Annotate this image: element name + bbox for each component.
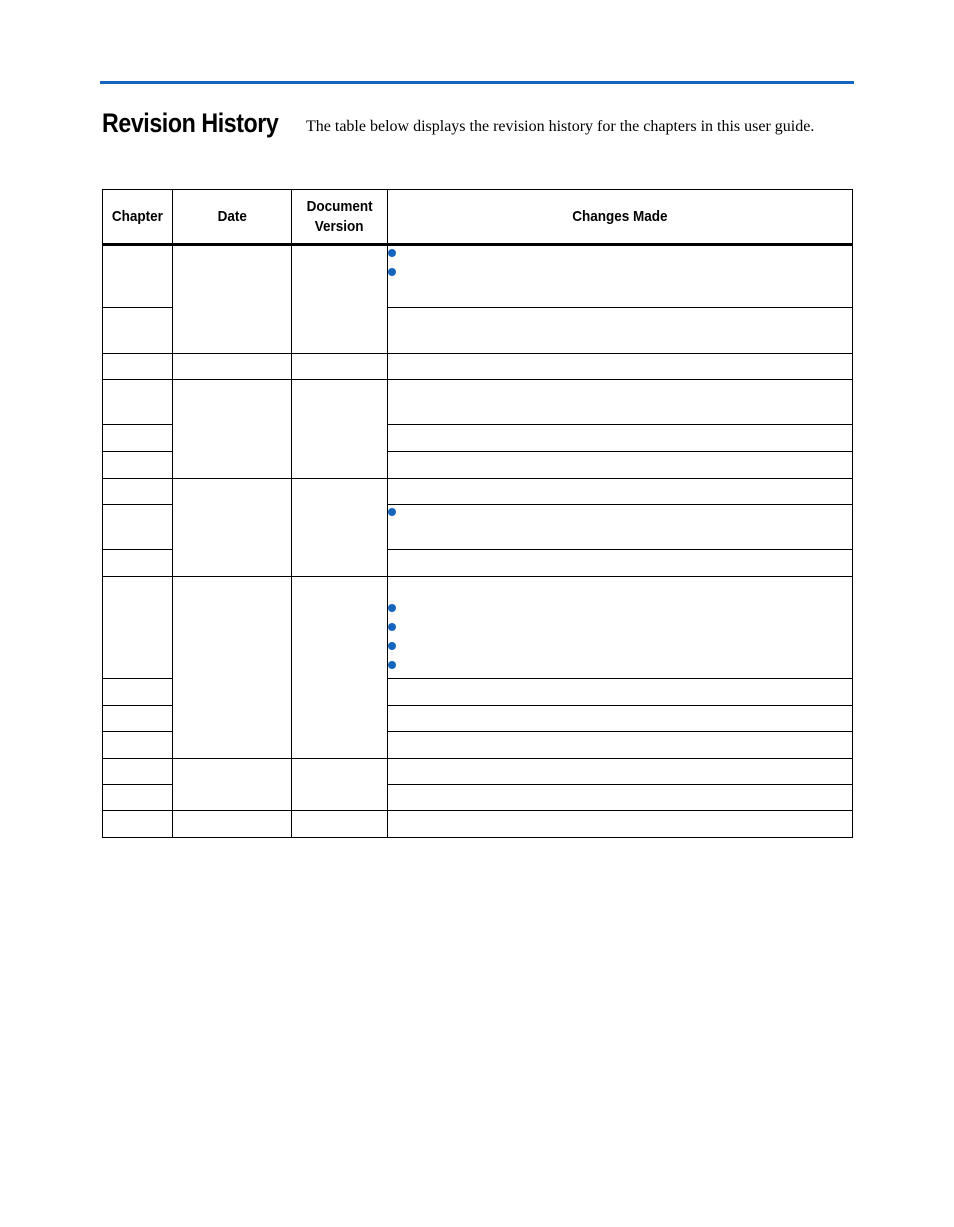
changes-cell: [388, 550, 853, 577]
date-cell: [173, 759, 292, 811]
date-cell: [173, 354, 292, 380]
bullet-icon: [388, 246, 852, 265]
chapter-cell: [103, 505, 173, 550]
version-cell: [292, 577, 388, 759]
version-cell: [292, 811, 388, 838]
changes-cell: [388, 732, 853, 759]
chapter-cell: [103, 550, 173, 577]
table-row: [103, 380, 853, 425]
chapter-cell: [103, 706, 173, 732]
bullet-icon: [388, 601, 852, 620]
header-changes-made: Changes Made: [388, 190, 853, 245]
header-chapter: Chapter: [103, 190, 173, 245]
changes-cell: [388, 811, 853, 838]
changes-cell: [388, 245, 853, 308]
table-row: [103, 354, 853, 380]
date-cell: [173, 811, 292, 838]
chapter-cell: [103, 380, 173, 425]
version-cell: [292, 759, 388, 811]
changes-cell: [388, 479, 853, 505]
chapter-cell: [103, 759, 173, 785]
table-row: [103, 577, 853, 679]
chapter-cell: [103, 679, 173, 706]
date-cell: [173, 479, 292, 577]
changes-cell: [388, 452, 853, 479]
intro-paragraph: The table below displays the revision history for the chapters in this user guide.: [306, 118, 815, 135]
chapter-cell: [103, 308, 173, 354]
chapter-cell: [103, 577, 173, 679]
table-row: [103, 811, 853, 838]
bullet-icon: [388, 639, 852, 658]
changes-cell: [388, 308, 853, 354]
bullet-icon: [388, 658, 852, 677]
header-document-version: Document Version: [292, 190, 388, 245]
chapter-cell: [103, 425, 173, 452]
date-cell: [173, 380, 292, 479]
changes-cell: [388, 505, 853, 550]
table-row: [103, 479, 853, 505]
changes-cell: [388, 380, 853, 425]
version-cell: [292, 380, 388, 479]
changes-cell: [388, 354, 853, 380]
changes-cell: [388, 679, 853, 706]
bullet-icon: [388, 265, 852, 284]
chapter-cell: [103, 732, 173, 759]
table-row: [103, 759, 853, 785]
changes-cell: [388, 785, 853, 811]
changes-cell: [388, 425, 853, 452]
chapter-cell: [103, 479, 173, 505]
chapter-cell: [103, 354, 173, 380]
version-cell: [292, 245, 388, 354]
table-header-row: [103, 190, 853, 245]
bullet-icon: [388, 620, 852, 639]
version-cell: [292, 354, 388, 380]
chapter-cell: [103, 811, 173, 838]
header-date: Date: [173, 190, 292, 245]
page-title: Revision History: [102, 108, 279, 138]
chapter-cell: [103, 245, 173, 308]
changes-cell: [388, 706, 853, 732]
table-row: [103, 245, 853, 308]
date-cell: [173, 577, 292, 759]
date-cell: [173, 245, 292, 354]
chapter-cell: [103, 785, 173, 811]
revision-history-table: [102, 189, 853, 838]
version-cell: [292, 479, 388, 577]
bullet-icon: [388, 505, 852, 524]
chapter-cell: [103, 452, 173, 479]
changes-cell: [388, 577, 853, 679]
changes-cell: [388, 759, 853, 785]
top-rule: [100, 81, 854, 84]
